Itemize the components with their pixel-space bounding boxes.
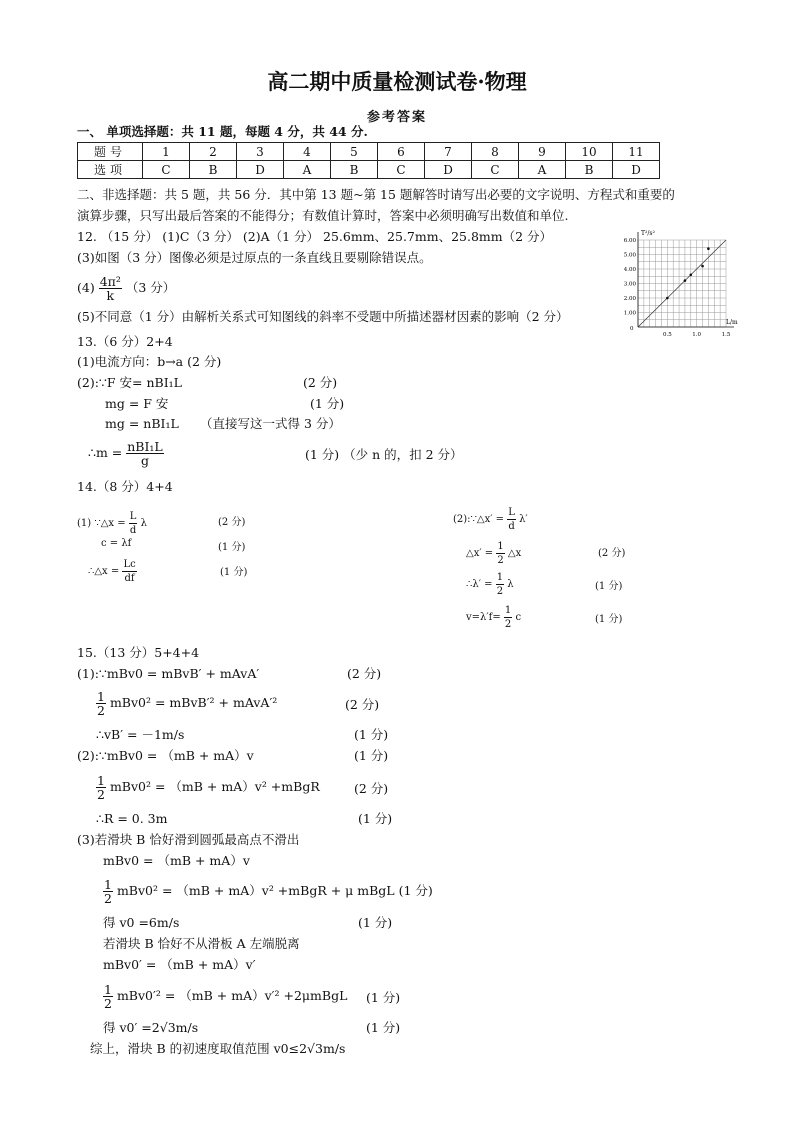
period-length-chart	[616, 228, 742, 340]
q15-p2a: (2):∵mBv0 = （mB + mA）v	[77, 748, 254, 763]
q15-p3a: (3)若滑块 B 恰好滑到圆弧最高点不滑出	[77, 832, 300, 847]
section-1-header: 一、 单项选择题：共 11 题，每题 4 分，共 44 分.	[77, 124, 368, 139]
fraction-denominator: g	[140, 453, 149, 468]
table-cell: B	[566, 161, 613, 179]
q13-head: 13.（6 分）2+4	[77, 334, 173, 349]
y-tick-label: 3.00	[623, 281, 636, 288]
q12-line-5: (5)不同意（1 分）由解析关系式可知图线的斜率不受题中所描述器材因素的影响（2 分）	[77, 309, 569, 324]
q15-conclusion: 综上，滑块 B 的初速度取值范围 v0≤2√3m/s	[90, 1041, 346, 1056]
fraction-denominator: 2	[496, 586, 504, 597]
fraction-denominator: d	[508, 521, 515, 532]
q14-b1	[453, 506, 528, 533]
q12-line-4	[77, 275, 175, 302]
q14-b4-score: (1 分)	[595, 614, 623, 625]
fraction	[496, 540, 504, 567]
table-cell: D	[237, 161, 284, 179]
table-cell: A	[519, 161, 566, 179]
x-tick-label: 1.0	[692, 332, 702, 338]
table-cell: B	[331, 161, 378, 179]
page-title: 高二期中质量检测试卷·物理	[267, 69, 527, 94]
fraction-numerator: 1	[504, 605, 512, 616]
data-point	[701, 265, 704, 268]
table-cell: 10	[566, 143, 613, 161]
fraction-denominator: 2	[97, 787, 105, 802]
fraction-half	[96, 774, 106, 801]
fraction-numerator: nBI₁L	[127, 439, 163, 454]
q15-p1a-score: (2 分)	[347, 666, 382, 681]
q13-line-5	[88, 440, 164, 467]
q15-p1a: (1):∵mBv0 = mBvB′ + mAvA′	[77, 666, 260, 681]
table-cell: 1	[143, 143, 190, 161]
q13-line-2: (2):∵F 安= nBI₁L	[77, 375, 182, 390]
q13-line-4-note: （直接写这一式得 3 分）	[200, 416, 341, 431]
fraction	[129, 510, 138, 537]
q13-result-label: ∴m =	[88, 445, 123, 460]
x-tick-label: 1.5	[721, 332, 731, 338]
fraction-numerator: L	[508, 507, 515, 518]
q15-p3h: 得 v0′ =2√3m/s	[103, 1020, 199, 1035]
q14-b4-text: v=λ′f=	[466, 612, 501, 623]
data-point	[684, 279, 687, 282]
q15-p2c-score: (1 分)	[358, 811, 393, 826]
q14-a1-text: (1) ∵△x =	[77, 518, 126, 529]
q15-p2b-score: (2 分)	[354, 781, 389, 796]
table-cell: 5	[331, 143, 378, 161]
fraction-denominator: 2	[104, 891, 112, 906]
q14-a3-text: ∴△x =	[88, 566, 120, 577]
q15-p1b-text: mBv0² = mBvB′² + mAvA′²	[109, 695, 278, 710]
table-cell: 4	[284, 143, 331, 161]
q15-p3h-score: (1 分)	[366, 1020, 401, 1035]
fraction-numerator: 1	[104, 877, 112, 892]
q14-b3	[466, 571, 514, 598]
q14-b3-tail: λ	[507, 579, 514, 590]
q14-b2-score: (2 分)	[598, 548, 626, 559]
table-cell: 7	[425, 143, 472, 161]
q15-p3b: mBv0 = （mB + mA）v	[103, 853, 250, 868]
y-tick-label: 5.00	[623, 252, 636, 259]
origin-label: 0	[630, 326, 634, 332]
fraction-denominator: d	[129, 525, 137, 536]
q13-line-3: mg = F 安	[105, 396, 169, 411]
table-row	[78, 161, 660, 179]
q14-a3	[88, 558, 137, 585]
fraction-denominator: k	[106, 288, 115, 303]
fraction-denominator: 2	[504, 619, 512, 630]
fraction-denominator: 2	[104, 996, 112, 1011]
q15-p1b	[96, 690, 277, 717]
y-tick-label: 1.00	[623, 310, 636, 317]
q14-a1-tail: λ	[140, 518, 147, 529]
fraction-numerator: 1	[496, 572, 504, 583]
fraction-half	[96, 690, 106, 717]
q12-part4-label: (4)	[77, 280, 95, 295]
table-cell: B	[190, 161, 237, 179]
q15-p3d-score: (1 分)	[358, 915, 393, 930]
q14-b3-text: ∴λ′ =	[466, 579, 493, 590]
table-cell: 9	[519, 143, 566, 161]
fraction-half	[103, 983, 113, 1010]
q15-p1c: ∴vB′ = －1m/s	[96, 727, 185, 742]
fraction	[507, 506, 516, 533]
q14-a2: c = λf	[101, 538, 132, 549]
q15-p3c	[103, 878, 433, 905]
fraction-numerator: L	[129, 511, 137, 522]
q14-a1-score: (2 分)	[218, 517, 246, 528]
data-point	[707, 247, 710, 250]
table-cell: C	[378, 161, 425, 179]
fraction	[122, 558, 136, 585]
q14-b4	[466, 604, 521, 631]
q13-line-2-score: (2 分)	[303, 375, 338, 390]
fraction-numerator: 1	[497, 541, 504, 552]
table-cell: D	[425, 161, 472, 179]
table-cell: C	[143, 161, 190, 179]
table-cell: 2	[190, 143, 237, 161]
q13-line-5-score: (1 分) （少 n 的，扣 2 分）	[305, 447, 463, 462]
q14-b2-text: △x′ =	[466, 548, 494, 559]
answer-table	[77, 142, 660, 179]
q14-b3-score: (1 分)	[595, 581, 623, 592]
table-cell: 6	[378, 143, 425, 161]
fraction-numerator: 4π²	[99, 274, 121, 289]
q14-b1-text: (2):∵△x′ =	[453, 514, 505, 525]
table-cell: D	[613, 161, 660, 179]
table-row-label: 选项	[78, 161, 143, 179]
q15-p1c-score: (1 分)	[354, 727, 389, 742]
fraction-denominator: df	[124, 573, 135, 584]
x-tick-label: 0.5	[662, 332, 672, 338]
q13-line-4: mg = nBI₁L	[105, 416, 179, 431]
table-cell: 3	[237, 143, 284, 161]
q15-p3d: 得 v0 =6m/s	[103, 915, 180, 930]
q15-p3g-score: (1 分)	[366, 990, 401, 1005]
q14-a3-score: (1 分)	[220, 567, 248, 578]
q14-head: 14.（8 分）4+4	[77, 479, 173, 494]
section-2-line-1: 二、非选择题：共 5 题，共 56 分．其中第 13 题~第 15 题解答时请写出必要的文字说明、方程式和重要的	[77, 187, 675, 202]
q13-line-3-score: (1 分)	[310, 396, 345, 411]
fraction	[99, 275, 122, 302]
fraction-numerator: 1	[97, 773, 105, 788]
q15-p2b-text: mBv0² = （mB + mA）v² +mBgR	[109, 779, 320, 794]
q12-line-1: 12. （15 分） (1)C（3 分） (2)A（1 分） 25.6mm、25.7mm、25.8mm（2 分）	[77, 229, 553, 244]
q13-line-1: (1)电流方向：b→a (2 分)	[77, 354, 222, 369]
q14-b4-tail: c	[515, 612, 522, 623]
q15-p3f: mBv0′ = （mB + mA）v′	[103, 957, 256, 972]
q15-p1b-score: (2 分)	[345, 697, 380, 712]
q15-p3e: 若滑块 B 恰好不从滑板 A 左端脱离	[103, 936, 300, 951]
data-point	[666, 297, 669, 300]
q14-b2	[466, 540, 521, 567]
fraction-denominator: 2	[97, 703, 105, 718]
page-subtitle: 参考答案	[366, 110, 427, 125]
q14-b1-tail: λ′	[519, 514, 528, 525]
table-cell: 8	[472, 143, 519, 161]
data-point	[690, 274, 693, 277]
q14-a1	[77, 510, 147, 537]
y-tick-label: 2.00	[623, 296, 636, 302]
fraction-half	[103, 878, 113, 905]
table-cell: C	[472, 161, 519, 179]
fraction	[126, 440, 164, 467]
table-row	[78, 143, 660, 161]
section-2-line-2: 演算步骤，只写出最后答案的不能得分；有数值计算时，答案中必须明确写出数值和单位.	[77, 208, 569, 223]
fraction	[504, 604, 512, 631]
table-row-label: 题号	[78, 143, 143, 161]
y-tick-label: 4.00	[623, 267, 636, 273]
q12-line-2: (3)如图（3 分）图像必须是过原点的一条直线且要剔除错误点。	[77, 250, 432, 265]
q14-b2-tail: △x	[507, 548, 522, 559]
fraction-numerator: 1	[104, 982, 112, 997]
q15-p2a-score: (1 分)	[354, 748, 389, 763]
q15-p2c: ∴R = 0. 3m	[96, 811, 168, 826]
fraction-numerator: 1	[97, 689, 105, 704]
q15-p3g-text: mBv0′² = （mB + mA）v′² +2μmBgL	[116, 988, 348, 1003]
q15-p2b	[96, 774, 320, 801]
q15-p3c-text: mBv0² = （mB + mA）v² +mBgR + μ mBgL (1 分)	[116, 883, 433, 898]
table-cell: A	[284, 161, 331, 179]
fraction-denominator: 2	[497, 555, 504, 566]
x-axis-label: L/m	[726, 319, 738, 326]
y-axis-label: T²/s²	[641, 230, 655, 237]
table-cell: 11	[613, 143, 660, 161]
chart-axes	[624, 230, 738, 338]
fraction-numerator: Lc	[123, 559, 136, 570]
fraction	[496, 571, 504, 598]
q15-head: 15.（13 分）5+4+4	[77, 645, 200, 660]
q12-part4-score: （3 分）	[125, 280, 176, 295]
y-tick-label: 6.00	[623, 238, 636, 244]
q15-p3g	[103, 983, 347, 1010]
q14-a2-score: (1 分)	[218, 542, 246, 553]
